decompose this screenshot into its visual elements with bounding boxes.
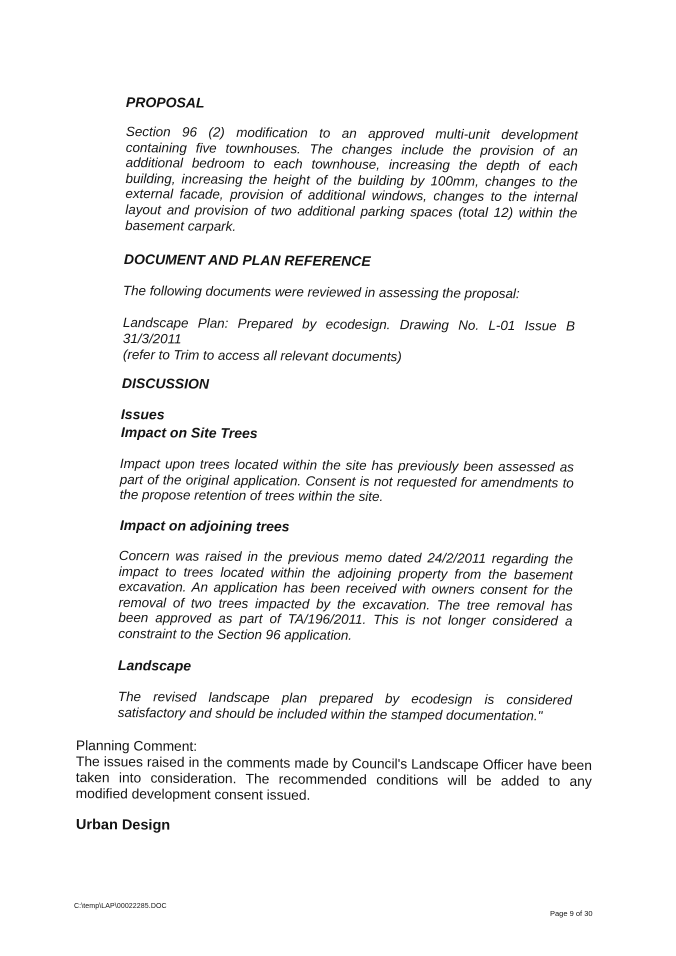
planning-comment-label: Planning Comment:	[75, 738, 198, 754]
issues-heading: Issues	[120, 406, 165, 423]
document-reference-heading: DOCUMENT AND PLAN REFERENCE	[123, 251, 371, 269]
adjoining-trees-heading: Impact on adjoining trees	[119, 517, 290, 535]
trim-note: (refer to Trim to access all relevant documents)	[122, 347, 402, 365]
landscape-plan-reference: Landscape Plan: Prepared by ecodesign. Drawing No. L-01 Issue B	[122, 315, 575, 334]
planning-comment-text: The issues raised in the comments made by Council's Landscape Officer have been taken into consideration. The recommended conditions will be added to any modified development consent issued.	[75, 754, 592, 803]
document-reference-intro: The following documents were reviewed in assessing the proposal:	[122, 283, 520, 302]
landscape-plan-date: 31/3/2011	[122, 331, 182, 347]
footer-file-path: C:\temp\LAP\00022285.DOC	[74, 903, 167, 910]
site-trees-text: Impact upon trees located within the site has previously been assessed as part of the original application. Consent is not requested for amendments to the propose retention of trees within the site.	[119, 456, 574, 505]
urban-design-heading: Urban Design	[75, 817, 171, 834]
landscape-text: The revised landscape plan prepared by ecodesign is considered satisfactory and should be included within the stamped documentation."	[117, 689, 572, 723]
proposal-text: Section 96 (2) modification to an approved multi-unit development containing five townhouses. The changes include the provision of an additional bedroom to each townhouse, increasing the depth of each building, increasing the height of the building by 100mm, changes to the external facade, provision of additional windows, changes to the internal layout and provision of two additional parking spaces (total 12) within the basement carpark.	[125, 124, 578, 234]
adjoining-trees-text: Concern was raised in the previous memo dated 24/2/2011 regarding the impact to trees located within the adjoining property from the basement excavation. An application has been received with owners consent for the removal of two trees impacted by the excavation. The tree removal has been approved as part of TA/196/2011. This is not longer considered a constraint to the Section 96 application.	[118, 548, 573, 643]
site-trees-heading: Impact on Site Trees	[120, 424, 258, 442]
landscape-heading: Landscape	[117, 657, 192, 674]
footer-page-number: Page 9 of 30	[550, 909, 593, 918]
discussion-heading: DISCUSSION	[121, 375, 210, 392]
proposal-heading: PROPOSAL	[125, 94, 205, 111]
